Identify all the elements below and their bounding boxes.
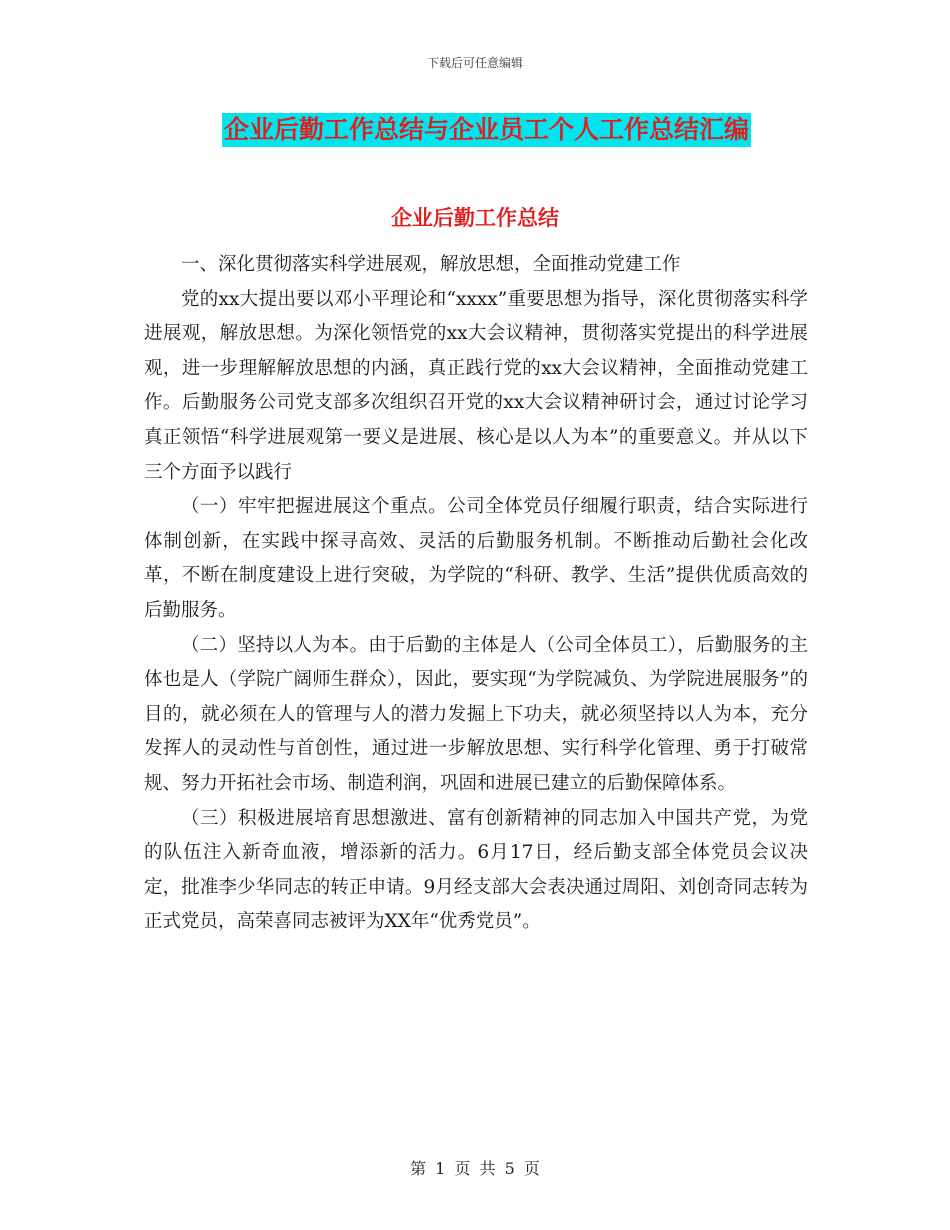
paragraph: （二）坚持以人为本。由于后勤的主体是人（公司全体员工），后勤服务的主体也是人（学院广阔师生群众），因此，要实现“为学院减负、为学院进展服务”的目的，就必须在人的管理与人的潜力发掘上下功夫，就必须坚持以人为本，充分发挥人的灵动性与首创性，通过进一步解放思想、实行科学化管理、勇于打破常规、努力开拓社会市场、制造利润，巩固和进展已建立的后勤保障体系。 — [144, 634, 808, 794]
section-title: 企业后勤工作总结 — [391, 206, 559, 230]
document-title: 企业后勤工作总结与企业员工个人工作总结汇编 — [222, 113, 751, 147]
paragraph-heading: 一、深化贯彻落实科学进展观，解放思想，全面推动党建工作 — [181, 254, 681, 275]
paragraph: （三）积极进展培育思想激进、富有创新精神的同志加入中国共产党，为党的队伍注入新奇血液，增添新的活力。6月17日，经后勤支部全体党员会议决定，批准李少华同志的转正申请。9月经支部大会表决通过周阳、刘创奇同志转为正式党员，高荣喜同志被评为XX年“优秀党员”。 — [144, 807, 808, 933]
paragraph: （一）牢牢把握进展这个重点。公司全体党员仔细履行职责，结合实际进行体制创新，在实践中探寻高效、灵活的后勤服务机制。不断推动后勤社会化改革，不断在制度建设上进行突破，为学院的“科研、教学、生活”提供优质高效的后勤服务。 — [144, 496, 808, 621]
header-note: 下载后可任意编辑 — [426, 56, 523, 70]
body-text — [144, 248, 808, 940]
page-footer: 第 1 页 共 5 页 — [410, 1159, 540, 1178]
paragraph: 党的xx大提出要以邓小平理论和“xxxx”重要思想为指导，深化贯彻落实科学进展观，解放思想。为深化领悟党的xx大会议精神，贯彻落实党提出的科学进展观，进一步理解解放思想的内涵，真正践行党的xx大会议精神，全面推动党建工作。后勤服务公司党支部多次组织召开党的xx大会议精神研讨会，通过讨论学习真正领悟“科学进展观第一要义是进展、核心是以人为本”的重要意义。并从以下三个方面予以践行 — [144, 288, 808, 483]
